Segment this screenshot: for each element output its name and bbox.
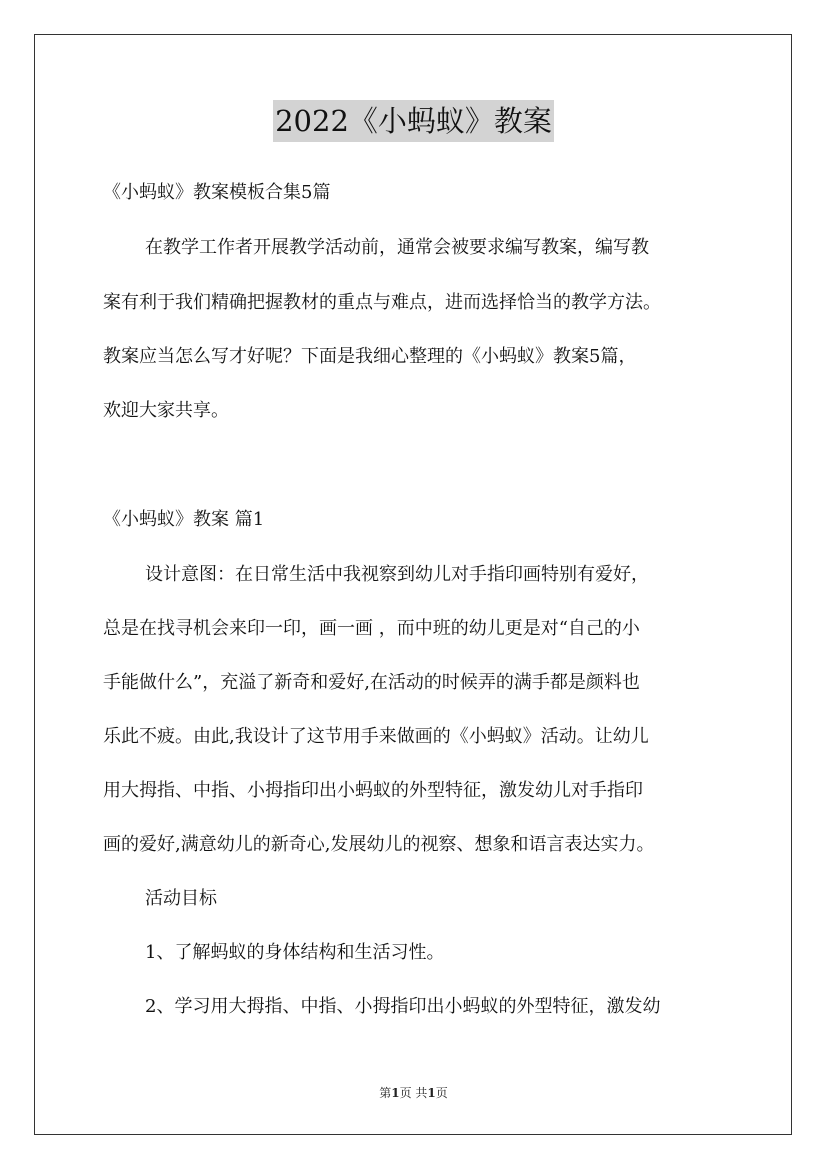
intro-line-1: 在教学工作者开展教学活动前，通常会被要求编写教案，编写教 [145, 237, 649, 258]
goal-item-2: 2、学习用大拇指、中指、小拇指印出小蚂蚁的外型特征，激发幼 [145, 996, 661, 1017]
section-line-5: 用大拇指、中指、小拇指印出小蚂蚁的外型特征，激发幼儿对手指印 [103, 780, 643, 801]
document-title: 2022《小蚂蚁》教案 [273, 100, 554, 142]
section-line-4: 乐此不疲。由此,我设计了这节用手来做画的《小蚂蚁》活动。让幼儿 [103, 726, 649, 747]
section-line-1: 设计意图：在日常生活中我视察到幼儿对手指印画特别有爱好， [145, 564, 649, 585]
footer-page-total: 1 [427, 1086, 436, 1100]
page-footer [0, 1084, 827, 1101]
goals-heading: 活动目标 [145, 888, 217, 909]
footer-page-prefix: 第 [379, 1086, 392, 1100]
document-subtitle: 《小蚂蚁》教案模板合集5篇 [103, 182, 331, 203]
goal-item-1: 1、了解蚂蚁的身体结构和生活习性。 [145, 942, 445, 963]
title-container [0, 100, 827, 142]
section-line-3: 手能做什么”，充溢了新奇和爱好,在活动的时候弄的满手都是颜料也 [103, 672, 640, 693]
intro-line-4: 欢迎大家共享。 [103, 400, 229, 421]
footer-page-mid: 页 共 [399, 1086, 428, 1100]
footer-page-number: 1 [391, 1086, 400, 1100]
intro-line-3: 教案应当怎么写才好呢？下面是我细心整理的《小蚂蚁》教案5篇， [103, 346, 637, 367]
footer-page-suffix: 页 [435, 1086, 448, 1100]
section-heading: 《小蚂蚁》教案 篇1 [103, 509, 265, 530]
intro-line-2: 案有利于我们精确把握教材的重点与难点，进而选择恰当的教学方法。 [103, 292, 661, 313]
section-line-6: 画的爱好,满意幼儿的新奇心,发展幼儿的视察、想象和语言表达实力。 [103, 834, 655, 855]
section-line-2: 总是在找寻机会来印一印，画一画 ，而中班的幼儿更是对“自己的小 [103, 618, 640, 639]
